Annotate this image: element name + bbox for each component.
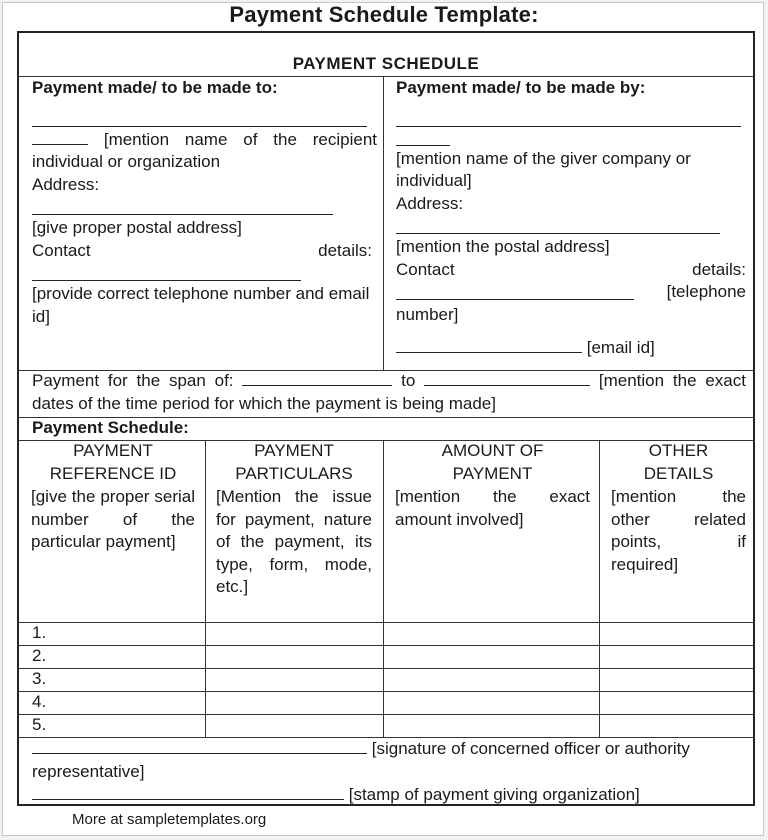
recipient-name-hint: [mention name of the recipient individual or organization <box>32 129 377 171</box>
column-header: OTHER DETAILS <box>643 441 714 483</box>
recipient-contact-field[interactable] <box>32 262 301 281</box>
form-header: PAYMENT SCHEDULE <box>292 54 480 73</box>
made-to-heading: Payment made/ to be made to: <box>32 78 278 97</box>
payment-schedule-form <box>17 31 755 806</box>
giver-email-blank[interactable] <box>396 351 582 353</box>
divider <box>383 76 384 370</box>
giver-telephone-blank[interactable] <box>396 298 634 300</box>
recipient-contact-hint: [provide correct telephone number and email id] <box>32 284 370 326</box>
column-particulars <box>216 440 372 599</box>
table-row-divider <box>19 691 753 692</box>
span-hint: [mention the exact dates of the time period for which the payment is being made] <box>32 371 746 413</box>
giver-address-label: Address: <box>396 193 464 213</box>
span-label: Payment for the span of: <box>32 371 234 390</box>
giver-name-field[interactable] <box>396 108 741 127</box>
column-hint: [Mention the issue for payment, nature of the payment, its type, form, mode, etc.] <box>216 487 372 596</box>
column-header: PAYMENT REFERENCE ID <box>49 441 177 483</box>
document-title: Payment Schedule Template: <box>229 2 539 27</box>
column-header: AMOUNT OF PAYMENT <box>441 441 544 483</box>
recipient-address-field[interactable] <box>32 196 333 215</box>
table-row-number: 5. <box>32 715 47 734</box>
made-by-section <box>396 77 746 360</box>
giver-telephone-hint-2: number] <box>396 304 459 324</box>
stamp-hint: [stamp of payment giving organization] <box>348 785 640 804</box>
giver-address-hint: [mention the postal address] <box>396 237 610 256</box>
recipient-name-blank[interactable] <box>32 143 88 145</box>
recipient-address-label: Address: <box>32 174 100 194</box>
table-row-divider <box>19 714 753 715</box>
column-reference-id <box>31 440 195 554</box>
made-by-heading: Payment made/ to be made by: <box>396 78 646 97</box>
table-row-divider <box>19 645 753 646</box>
table-column-divider <box>383 440 384 737</box>
column-hint: [give the proper serial number of the particular payment] <box>31 487 195 551</box>
recipient-name-field[interactable] <box>32 108 367 127</box>
recipient-contact-details: details: <box>318 240 372 260</box>
table-row-number: 1. <box>32 623 47 642</box>
table-column-divider <box>599 440 600 737</box>
giver-email-hint: [email id] <box>586 338 655 357</box>
giver-telephone-hint: [telephone <box>666 282 746 301</box>
signature-field[interactable] <box>32 752 367 754</box>
stamp-field[interactable] <box>32 798 344 800</box>
table-column-divider <box>205 440 206 737</box>
recipient-contact-label: Contact <box>32 240 91 260</box>
table-row-number: 3. <box>32 669 47 688</box>
table-row-number: 4. <box>32 692 47 711</box>
column-hint: [mention the other related points, if required] <box>611 487 746 574</box>
column-amount <box>395 440 590 531</box>
footer-credit: More at sampletemplates.org <box>72 811 267 828</box>
span-end-field[interactable] <box>424 384 590 386</box>
giver-name-field-2[interactable] <box>396 127 450 146</box>
made-to-section <box>32 77 377 328</box>
span-start-field[interactable] <box>242 384 392 386</box>
signature-section <box>32 738 748 783</box>
table-row-divider <box>19 668 753 669</box>
recipient-address-hint: [give proper postal address] <box>32 218 242 237</box>
giver-name-hint: [mention name of the giver company or individual] <box>396 148 691 190</box>
span-to-label: to <box>401 371 416 390</box>
table-row-divider <box>19 622 753 623</box>
giver-contact-label: Contact <box>396 259 455 279</box>
column-header: PAYMENT PARTICULARS <box>235 441 353 483</box>
giver-address-field[interactable] <box>396 215 720 234</box>
payment-span-section <box>32 370 746 415</box>
table-row-number: 2. <box>32 646 47 665</box>
signature-hint: [signature of concerned officer or authority representative] <box>32 739 690 781</box>
giver-contact-details: details: <box>692 259 746 279</box>
schedule-label: Payment Schedule: <box>32 418 189 437</box>
column-other-details <box>611 440 746 576</box>
stamp-section <box>32 784 748 807</box>
column-hint: [mention the exact amount involved] <box>395 487 590 529</box>
